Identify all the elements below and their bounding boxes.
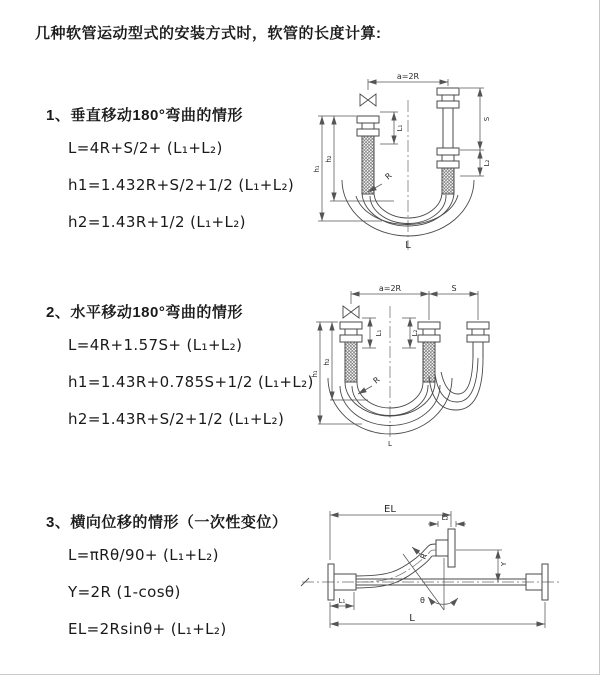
dimension-labels	[339, 504, 508, 624]
right-pipe-fitting	[467, 322, 489, 358]
angle-label: θ	[420, 596, 425, 605]
dim-label-l2: L₂	[483, 159, 491, 167]
dimension-lines	[330, 511, 545, 628]
valve-icon	[360, 94, 376, 106]
radius-label: R	[418, 552, 430, 561]
section-1-heading: 1、垂直移动180°弯曲的情形	[46, 107, 243, 124]
middle-pipe-fitting	[418, 322, 440, 382]
length-label: L	[388, 440, 392, 448]
left-pipe-fitting	[340, 322, 362, 382]
dim-label-s: S	[483, 116, 491, 122]
section-1-formulas	[68, 130, 294, 241]
length-label: L	[409, 613, 415, 624]
section-3-formulas	[68, 537, 227, 648]
radius-label: R	[371, 375, 382, 386]
formula-h2: h2=1.43R+1/2 (L₁+L₂)	[68, 213, 246, 231]
dim-label-h2: h₂	[325, 155, 333, 163]
diagram-vertical-180-bend	[310, 70, 592, 259]
dim-label-a2r: a=2R	[378, 284, 402, 293]
dim-label-l2: L₂	[441, 514, 449, 522]
formula-h1: h1=1.43R+0.785S+1/2 (L₁+L₂)	[68, 373, 314, 391]
dim-label-l1: L₁	[396, 124, 404, 132]
formula-length: L=4R+S/2+ (L₁+L₂)	[68, 139, 223, 157]
hose-s-curve	[356, 544, 436, 588]
raised-flange	[436, 529, 455, 567]
dim-label-s: S	[451, 284, 457, 293]
left-pipe-fitting	[357, 116, 379, 194]
dim-label-y: Y	[500, 561, 508, 567]
dim-label-h2: h₂	[323, 358, 331, 366]
dim-label-l1: L₁	[375, 329, 383, 337]
formula-length: L=4R+1.57S+ (L₁+L₂)	[68, 336, 243, 354]
diagram-horizontal-180-bend	[306, 282, 594, 464]
page-title: 几种软管运动型式的安装方式时，软管的长度计算:	[35, 25, 382, 42]
diagram-lateral-displacement	[298, 502, 600, 650]
dim-label-el: EL	[384, 504, 396, 515]
formula-length: L=πRθ/90+ (L₁+L₂)	[68, 546, 219, 564]
dim-label-l1: L₁	[338, 597, 346, 605]
hose-u-bend-right	[429, 358, 483, 410]
formula-h2: h2=1.43R+S/2+1/2 (L₁+L₂)	[68, 410, 285, 428]
section-3-heading: 3、横向位移的情形（一次性变位）	[46, 514, 288, 531]
length-label: L	[405, 240, 411, 251]
radius-label: R	[383, 171, 394, 182]
construction-lines	[403, 547, 458, 610]
dim-label-l2: L₂	[411, 329, 419, 337]
formula-y: Y=2R (1-cosθ)	[68, 583, 181, 601]
dim-label-a2r: a=2R	[396, 72, 420, 81]
dimension-lines	[316, 291, 478, 424]
dim-label-h1: h₁	[311, 370, 319, 378]
section-2-heading: 2、水平移动180°弯曲的情形	[46, 304, 243, 321]
valve-icon	[343, 306, 359, 318]
right-pipe-fitting	[437, 88, 459, 194]
section-2-formulas	[68, 327, 314, 438]
formula-h1: h1=1.432R+S/2+1/2 (L₁+L₂)	[68, 176, 295, 194]
straight-pipe	[356, 579, 526, 585]
dim-label-h1: h₁	[313, 165, 321, 173]
formula-el: EL=2Rsinθ+ (L₁+L₂)	[68, 620, 227, 638]
